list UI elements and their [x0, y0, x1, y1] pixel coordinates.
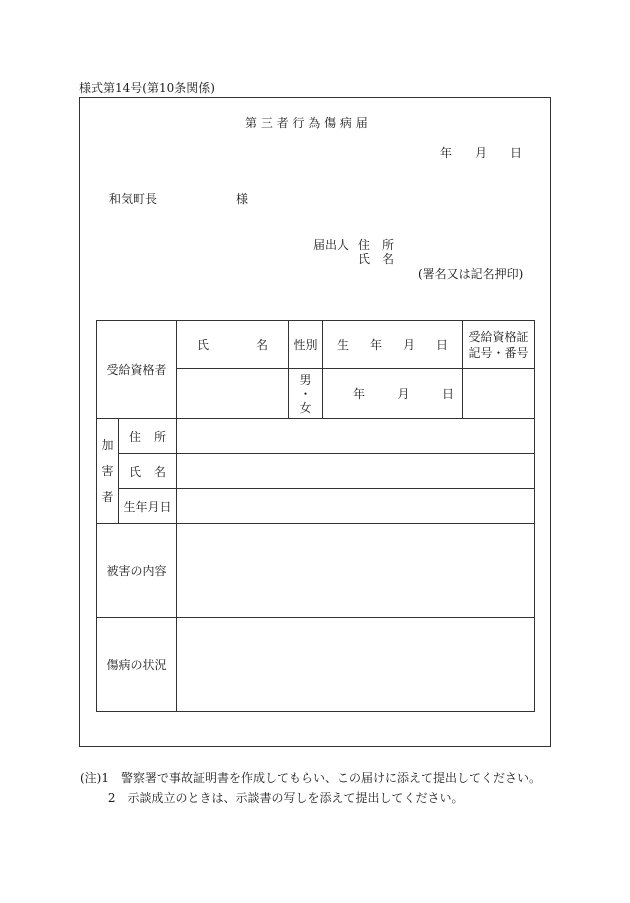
claim-table — [96, 320, 535, 712]
damage-label: 被害の内容 — [97, 524, 177, 618]
sex-header: 性別 — [289, 321, 323, 369]
perp-name-field[interactable] — [177, 454, 535, 489]
addressee-name: 和気町長 — [109, 192, 158, 206]
note-1: (注)1 警察署で事故証明書を作成してもらい、この届けに添えて提出してください。 — [80, 771, 542, 785]
sex-options[interactable]: 男 ・ 女 — [289, 369, 323, 419]
form-title: 第 三 者 行 為 傷 病 届 — [245, 116, 368, 130]
perp-dob-label: 生年月日 — [119, 489, 177, 524]
applicant-label: 届出人 — [313, 238, 350, 252]
recipient-dob-cell[interactable]: 年 月 日 — [323, 369, 463, 419]
injury-field[interactable] — [177, 618, 535, 712]
applicant-address-label: 住 所 — [358, 238, 394, 252]
dob-header: 生 年 月 日 — [323, 321, 463, 369]
recipient-label: 受給資格者 — [97, 321, 177, 419]
addressee-honorific: 様 — [236, 192, 249, 206]
injury-label: 傷病の状況 — [97, 618, 177, 712]
damage-field[interactable] — [177, 524, 535, 618]
perp-name-label: 氏 名 — [119, 454, 177, 489]
name-header: 氏 名 — [177, 321, 289, 369]
date-line — [440, 144, 522, 161]
date-day-label: 日 — [509, 146, 522, 160]
sex-male[interactable]: 男 — [299, 372, 312, 387]
perp-dob-field[interactable] — [177, 489, 535, 524]
recipient-cert-cell[interactable] — [463, 369, 535, 419]
perp-address-label: 住 所 — [119, 419, 177, 454]
date-month-label: 月 — [474, 146, 487, 160]
notes — [80, 768, 541, 808]
seal-note: (署名又は記名押印) — [418, 267, 524, 281]
form-number: 様式第14号(第10条関係) — [79, 81, 215, 95]
perp-address-field[interactable] — [177, 419, 535, 454]
date-year-label: 年 — [440, 146, 453, 160]
sex-female[interactable]: 女 — [299, 400, 312, 415]
applicant-name-label: 氏 名 — [358, 252, 394, 266]
recipient-name-cell[interactable] — [177, 369, 289, 419]
perpetrator-label: 加 害 者 — [97, 419, 119, 524]
cert-header: 受給資格証 記号・番号 — [463, 321, 535, 369]
note-2: 2 示談成立のときは、示談書の写しを添えて提出してください。 — [80, 791, 464, 805]
